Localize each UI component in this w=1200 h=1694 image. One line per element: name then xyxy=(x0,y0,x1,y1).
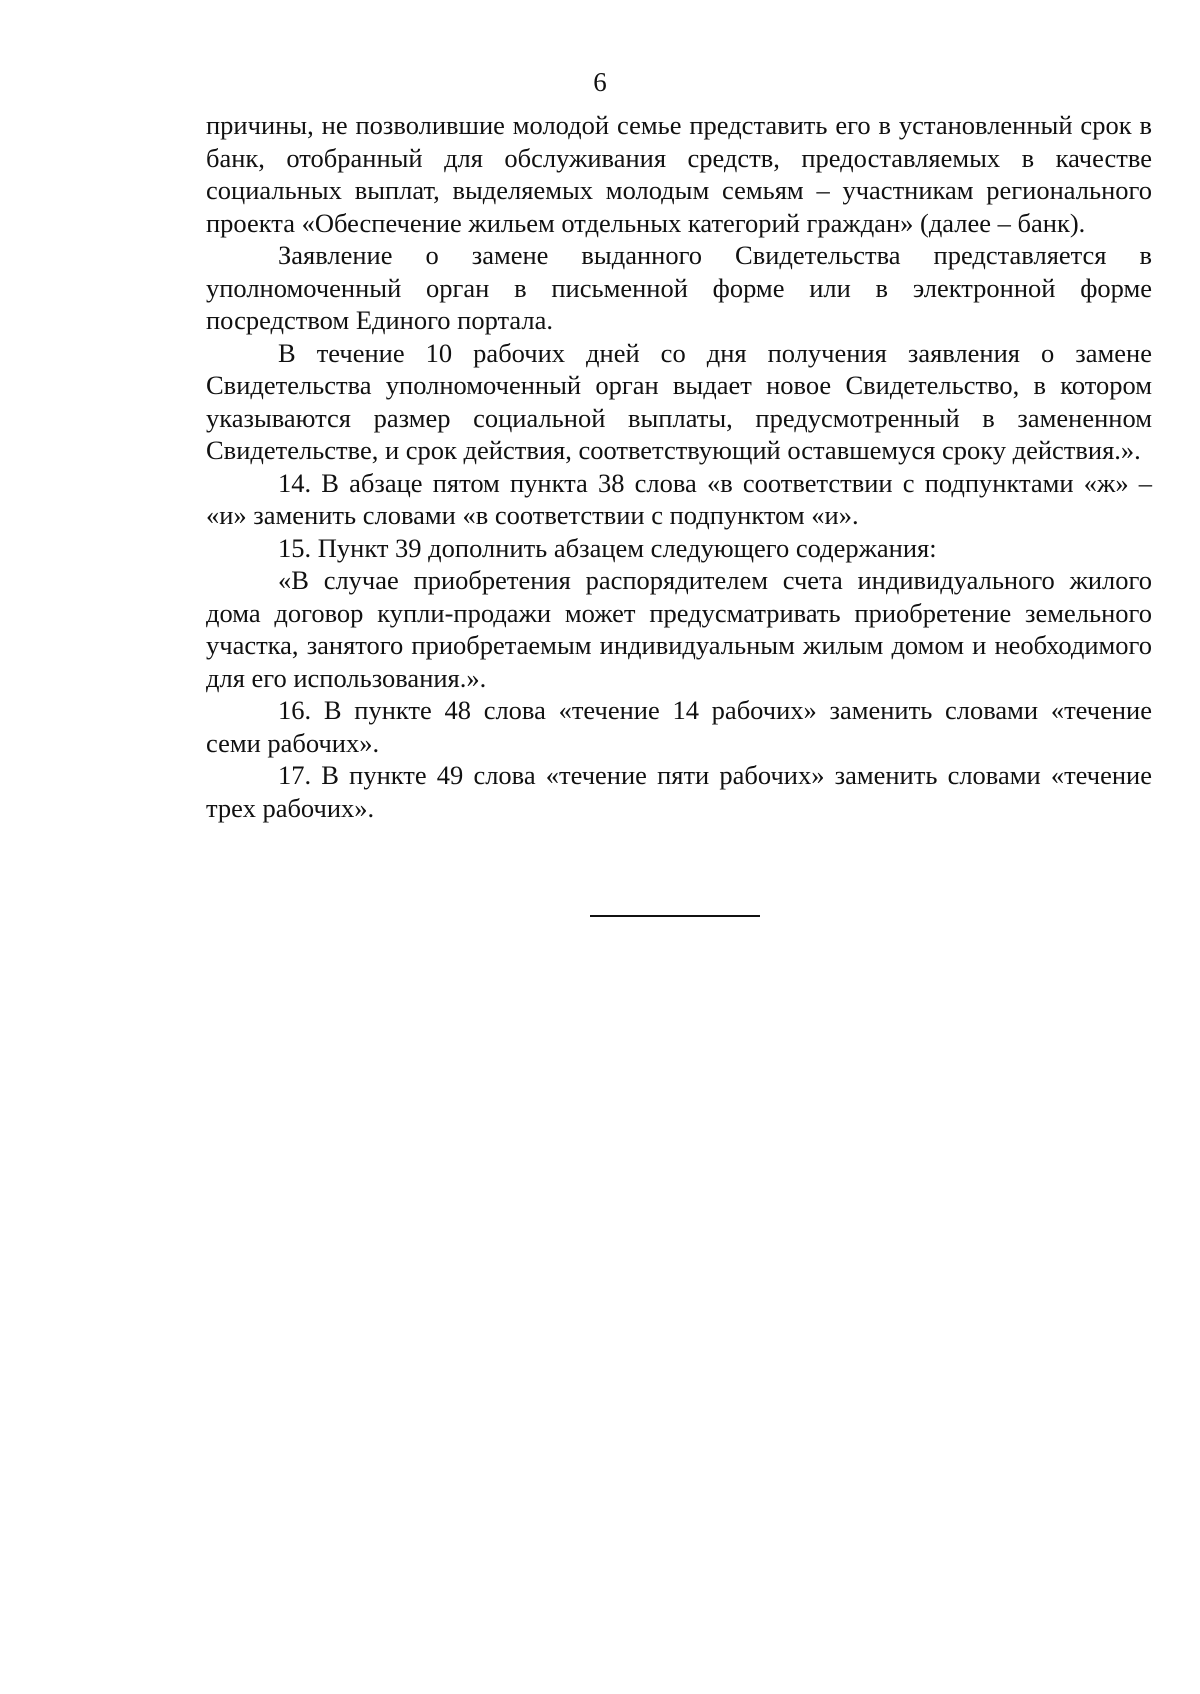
paragraph-item-17: 17. В пункте 49 слова «течение пяти рабочих» заменить словами «течение трех рабочих». xyxy=(206,760,1152,823)
paragraph-new-certificate-term: В течение 10 рабочих дней со дня получения заявления о замене Свидетельства уполномоченный орган выдает новое Свидетельство, в котором указываются размер социальной выплаты, предусмотренный в замененном Свидетельстве, и срок действия, соответствующий оставшемуся сроку действия.». xyxy=(206,337,1152,465)
paragraph-item-14: 14. В абзаце пятом пункта 38 слова «в соответствии с подпунктами «ж» – «и» заменить словами «в соответствии с подпунктом «и». xyxy=(206,467,1152,530)
paragraph-replacement-application: Заявление о замене выданного Свидетельства представляется в уполномоченный орган в письменной форме или в электронной форме посредством Единого портала. xyxy=(206,240,1152,335)
page-number: 6 xyxy=(593,67,607,97)
paragraph-item-15: 15. Пункт 39 дополнить абзацем следующего содержания: xyxy=(278,532,937,563)
paragraph-item-15-quote: «В случае приобретения распорядителем счета индивидуального жилого дома договор купли-продажи может предусматривать приобретение земельного участка, занятого приобретаемым индивидуальным жилым домом и необходимого для его использования.». xyxy=(206,565,1152,693)
paragraph-item-16: 16. В пункте 48 слова «течение 14 рабочих» заменить словами «течение семи рабочих». xyxy=(206,695,1152,758)
paragraph-continuation: причины, не позволившие молодой семье представить его в установленный срок в банк, отобранный для обслуживания средств, предоставляемых в качестве социальных выплат, выделяемых молодым семьям – участникам регионального проекта «Обеспечение жильем отдельных категорий граждан» (далее – банк). xyxy=(206,110,1152,238)
end-separator-line xyxy=(590,915,760,917)
document-body xyxy=(206,109,1152,824)
